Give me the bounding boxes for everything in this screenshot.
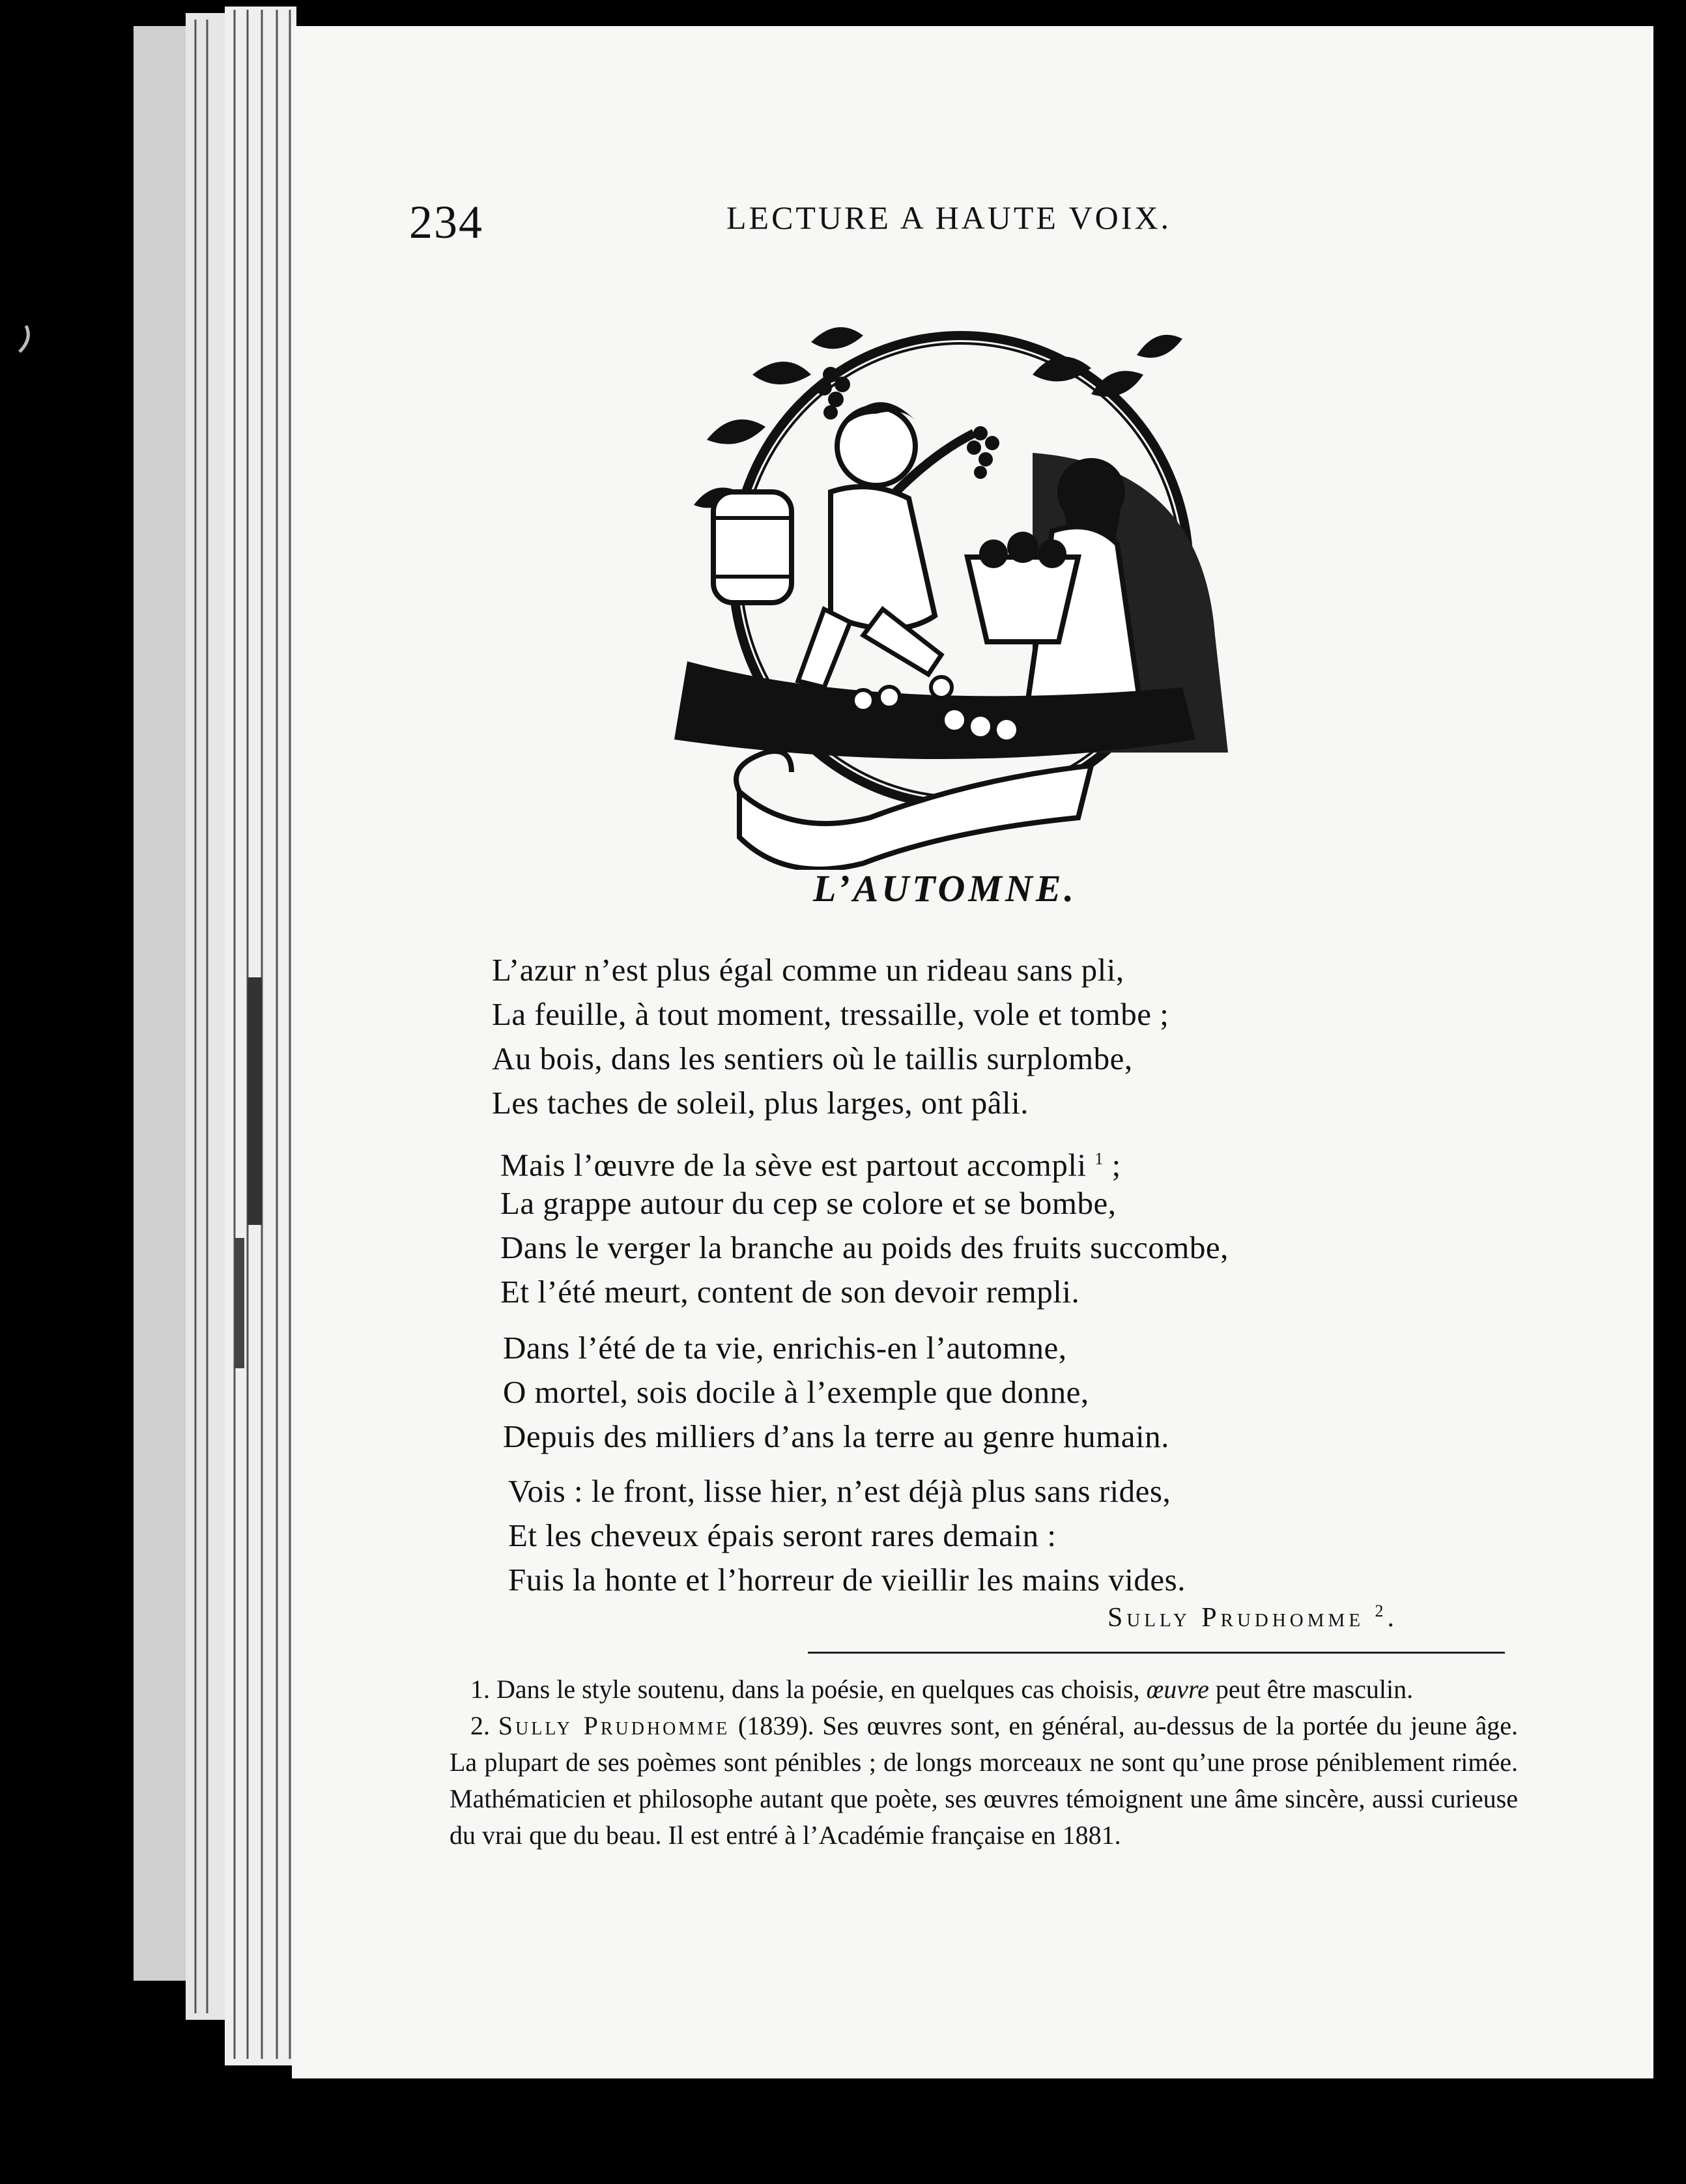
footnotes (450, 1671, 1518, 1854)
footnote-ref-2: 2 (1375, 1602, 1388, 1620)
footnote-1-italic: œuvre (1146, 1674, 1209, 1704)
poem-author (1107, 1602, 1398, 1633)
footnote-1 (450, 1671, 1518, 1708)
verse-line: Et l’été meurt, content de son devoir rempli. (500, 1274, 1080, 1310)
footnote-1-end: peut être masculin. (1208, 1674, 1414, 1704)
verse-line: Dans le verger la branche au poids des fruits succombe, (500, 1229, 1229, 1265)
verse-line: Depuis des milliers d’ans la terre au genre humain. (503, 1418, 1169, 1454)
stanza-1 (492, 948, 1404, 1125)
verse-line: La grappe autour du cep se colore et se bombe, (500, 1185, 1117, 1221)
verse-line: Fuis la honte et l’horreur de vieillir les mains vides. (508, 1562, 1186, 1598)
verse-punctuation: ; (1103, 1147, 1121, 1183)
stanza-3 (503, 1326, 1415, 1459)
footnote-2-name: Sully Prudhomme (498, 1711, 730, 1740)
footnote-ref-1: 1 (1094, 1149, 1104, 1168)
verse-line: La feuille, à tout moment, tressaille, vole et tombe ; (492, 996, 1169, 1032)
autumn-vignette-illustration (668, 296, 1248, 870)
poem-title: L’AUTOMNE. (813, 867, 1078, 910)
verse-line: Au bois, dans les sentiers où le taillis surplombe, (492, 1041, 1133, 1076)
verse-line: L’azur n’est plus égal comme un rideau sans pli, (492, 952, 1124, 988)
footnote-1-text: 1. Dans le style soutenu, dans la poésie, en quelques cas choisis, (470, 1674, 1147, 1704)
running-head: LECTURE A HAUTE VOIX. (726, 199, 1172, 236)
verse-line: Vois : le front, lisse hier, n’est déjà plus sans rides, (508, 1473, 1171, 1509)
stanza-2 (500, 1137, 1412, 1314)
author-name: Sully Prudhomme (1107, 1603, 1365, 1633)
book-page-edges (0, 0, 306, 2184)
verse-line (500, 1137, 1412, 1181)
author-punctuation: . (1387, 1603, 1399, 1633)
verse-line: Dans l’été de ta vie, enrichis-en l’automne, (503, 1330, 1067, 1366)
footnote-2 (450, 1708, 1518, 1854)
stanza-4 (508, 1469, 1420, 1602)
verse-line: O mortel, sois docile à l’exemple que donne, (503, 1374, 1089, 1410)
page-number: 234 (409, 196, 483, 248)
footnote-2-lead: 2. (470, 1711, 498, 1740)
verse-line: Les taches de soleil, plus larges, ont pâli. (492, 1085, 1029, 1121)
verse-text: Mais l’œuvre de la sève est partout accompli (500, 1147, 1087, 1183)
verse-line: Et les cheveux épais seront rares demain : (508, 1517, 1057, 1553)
footnote-2-text: (1839). Ses œuvres sont, en général, au-dessus de la portée du jeune âge. La plupart de ses poèmes sont pénibles ; de longs morceaux ne sont qu’une prose péniblement rimée. Mathématicien et philosophe autant que poète, ses œuvres témoignent une âme sincère, aussi curieuse du vrai que du beau. Il est entré à l’Académie française en 1881. (450, 1711, 1519, 1850)
footnote-separator (808, 1652, 1505, 1654)
